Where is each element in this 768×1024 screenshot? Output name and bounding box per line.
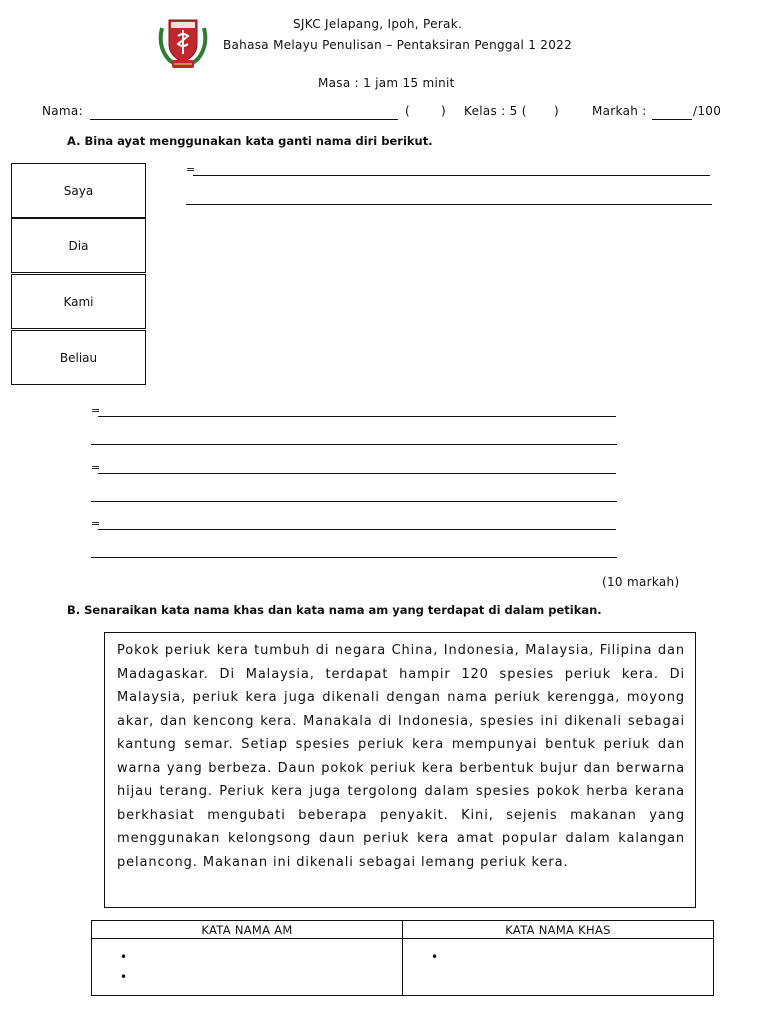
school-crest-icon — [156, 14, 210, 72]
answer-line[interactable] — [193, 175, 710, 176]
column-header-kata-nama-khas: KATA NAMA KHAS — [403, 921, 714, 939]
bullet-item: • — [120, 970, 128, 984]
nama-line[interactable] — [90, 119, 398, 120]
word-box-kami — [11, 274, 146, 329]
exam-duration: Masa : 1 jam 15 minit — [318, 76, 455, 90]
answer-line[interactable] — [98, 416, 616, 417]
word-box-beliau — [11, 330, 146, 385]
column-header-kata-nama-am: KATA NAMA AM — [92, 921, 403, 939]
exam-title: Bahasa Melayu Penulisan – Pentaksiran Penggal 1 2022 — [223, 38, 573, 52]
school-name: SJKC Jelapang, Ipoh, Perak. — [293, 17, 463, 31]
markah-line[interactable] — [652, 119, 692, 120]
word-label: Beliau — [59, 350, 98, 365]
answer-line[interactable] — [186, 204, 712, 205]
markah-total: /100 — [693, 104, 722, 118]
bullet-item: • — [120, 950, 128, 964]
passage-box — [104, 632, 696, 908]
word-label: Saya — [63, 183, 94, 198]
equals-sign: = — [186, 163, 196, 176]
equals-sign: = — [91, 517, 101, 530]
answer-line[interactable] — [91, 444, 617, 445]
equals-sign: = — [91, 404, 101, 417]
nama-paren-open: ( — [405, 104, 410, 118]
section-b-heading: B. Senaraikan kata nama khas dan kata nama am yang terdapat di dalam petikan. — [67, 603, 602, 617]
kelas-label: Kelas : 5 ( — [464, 104, 527, 118]
answer-line[interactable] — [91, 501, 617, 502]
nama-paren-close: ) — [441, 104, 446, 118]
section-a-heading: A. Bina ayat menggunakan kata ganti nama diri berikut. — [67, 134, 433, 148]
answer-line[interactable] — [98, 473, 616, 474]
nama-label: Nama: — [42, 104, 83, 118]
section-a-marks: (10 markah) — [602, 575, 680, 589]
answer-line[interactable] — [91, 557, 617, 558]
kata-nama-khas-cell[interactable] — [403, 939, 714, 996]
bullet-item: • — [431, 950, 439, 964]
kelas-paren-close: ) — [554, 104, 559, 118]
kata-nama-am-cell[interactable] — [92, 939, 403, 996]
markah-label: Markah : — [592, 104, 647, 118]
answer-line[interactable] — [98, 529, 616, 530]
word-label: Kami — [63, 294, 94, 309]
word-label: Dia — [68, 238, 89, 253]
word-box-dia — [11, 218, 146, 273]
equals-sign: = — [91, 461, 101, 474]
word-box-saya — [11, 163, 146, 218]
passage-text: Pokok periuk kera tumbuh di negara China, Indonesia, Malaysia, Filipina dan Madagaskar. Di Malaysia, terdapat hampir 120 spesies periuk kera. Di Malaysia, periuk kera juga dikenali dengan nama periuk kerengga, moyong akar, dan kencong kera. Manakala di Indonesia, spesies ini dikenali sebagai kantung semar. Setiap spesies periuk kera mempunyai bentuk periuk dan warna yang berbeza. Daun pokok periuk kera berbentuk bujur dan berwarna hijau terang. Periuk kera juga tergolong dalam spesies pokok herba kerana berkhasiat mengubati beberapa penyakit. Kini, sejenis makanan yang menggunakan kelongsong daun periuk kera amat popular dalam kalangan pelancong. Makanan ini dikenali sebagai lemang periuk kera. — [117, 643, 685, 870]
answer-table — [91, 920, 714, 996]
